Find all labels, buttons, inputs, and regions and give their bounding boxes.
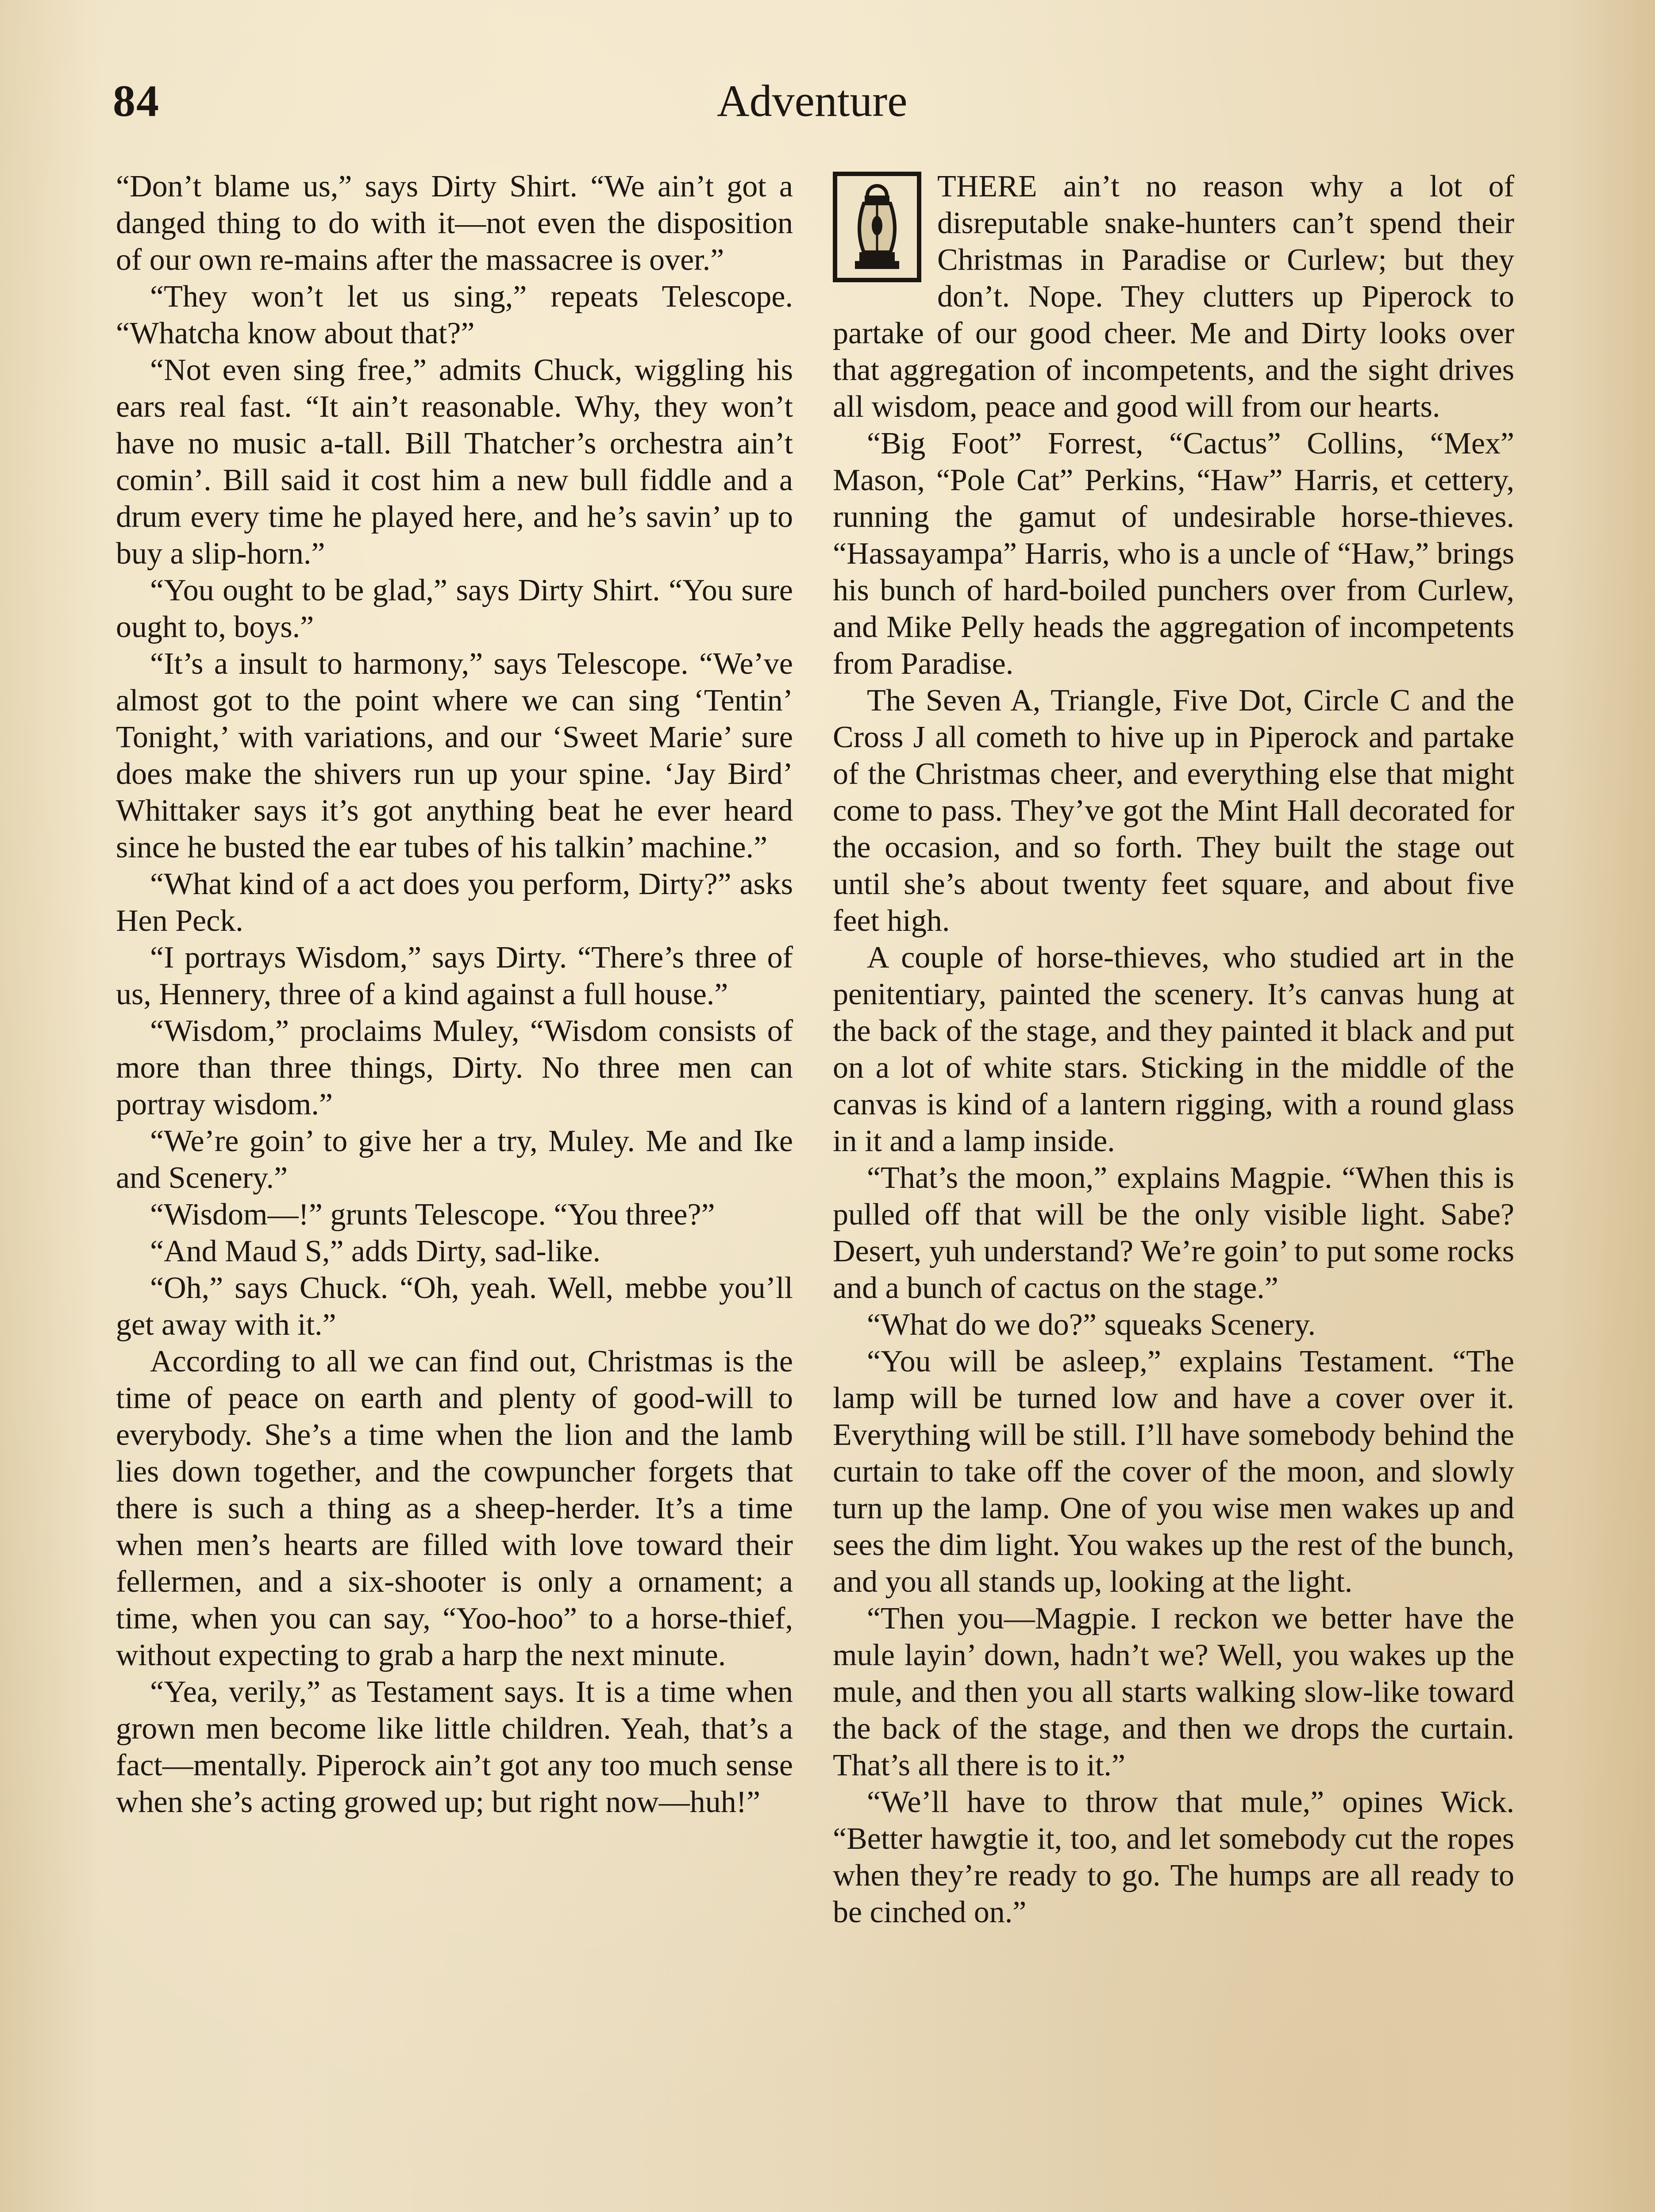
right-column	[833, 168, 1514, 1931]
magazine-title: Adventure	[717, 76, 908, 126]
page-number: 84	[113, 76, 160, 126]
opening-paragraph: THERE ain’t no reason why a lot of disreputable snake-hunters can’t spend their Christmas in Paradise or Curlew; but they don’t. Nope. They clutters up Piperock to partake of our good cheer. Me and Dirty looks over that aggregation of incompetents, and the sight drives all wisdom, peace and good will from our hearts.	[833, 169, 1514, 424]
lantern-icon-graphic	[837, 176, 917, 278]
paragraph: A couple of horse-thieves, who studied art in the penitentiary, painted the scenery. It’s canvas hung at the back of the stage, and they painted it black and put on a lot of white stars. Sticking in the middle of the canvas is kind of a lantern rigging, with a round glass in it and a lamp inside.	[833, 941, 1514, 1158]
paragraph: “We’re goin’ to give her a try, Muley. Me and Ike and Scenery.”	[116, 1124, 793, 1195]
page-header	[0, 75, 1655, 142]
paragraph: “You ought to be glad,” says Dirty Shirt. “You sure ought to, boys.”	[116, 573, 793, 644]
paragraph: “You will be asleep,” explains Testament. “The lamp will be turned low and have a cover over it. Everything will be still. I’ll have somebody behind the curtain to take off the cover of the moon, and slowly turn up the lamp. One of you wise men wakes up and sees the dim light. You wakes up the rest of the bunch, and you all stands up, looking at the light.	[833, 1344, 1514, 1599]
paragraph: “Don’t blame us,” says Dirty Shirt. “We ain’t got a danged thing to do with it—not even the disposition of our own re-mains after the massacree is over.”	[116, 169, 793, 277]
paragraph: “What kind of a act does you perform, Dirty?” asks Hen Peck.	[116, 867, 793, 938]
paragraph: “Wisdom,” proclaims Muley, “Wisdom consists of more than three things, Dirty. No three men can portray wisdom.”	[116, 1014, 793, 1121]
paragraph: “We’ll have to throw that mule,” opines Wick. “Better hawgtie it, too, and let somebody cut the ropes when they’re ready to go. The humps are all ready to be cinched on.”	[833, 1785, 1514, 1929]
paragraph: “Wisdom—!” grunts Telescope. “You three?”	[150, 1198, 715, 1232]
paragraph: “Not even sing free,” admits Chuck, wiggling his ears real fast. “It ain’t reasonable. Why, they won’t have no music a-tall. Bill Thatcher’s orchestra ain’t comin’. Bill said it cost him a new bull fiddle and a drum every time he played here, and he’s savin’ up to buy a slip-horn.”	[116, 353, 793, 571]
paragraph: “Big Foot” Forrest, “Cactus” Collins, “Mex” Mason, “Pole Cat” Perkins, “Haw” Harris, et cettery, running the gamut of undesirable horse-thieves. “Hassayampa” Harris, who is a uncle of “Haw,” brings his bunch of hard-boiled punchers over from Curlew, and Mike Pelly heads the aggregation of incompetents from Paradise.	[833, 426, 1514, 681]
paragraph: “They won’t let us sing,” repeats Telescope. “Whatcha know about that?”	[116, 280, 793, 350]
paragraph: “Oh,” says Chuck. “Oh, yeah. Well, mebbe you’ll get away with it.”	[116, 1271, 793, 1342]
paragraph: “And Maud S,” adds Dirty, sad-like.	[150, 1234, 601, 1268]
paragraph: “It’s a insult to harmony,” says Telescope. “We’ve almost got to the point where we can sing ‘Tentin’ Tonight,’ with variations, and our ‘Sweet Marie’ sure does make the shivers run up your spine. ‘Jay Bird’ Whittaker says it’s got anything beat he ever heard since he busted the ear tubes of his talkin’ machine.”	[116, 647, 793, 864]
paragraph: “I portrays Wisdom,” says Dirty. “There’s three of us, Hennery, three of a kind against a full house.”	[116, 941, 793, 1011]
paragraph: According to all we can find out, Christmas is the time of peace on earth and plenty of good-will to everybody. She’s a time when the lion and the lamb lies down together, and the cowpuncher forgets that there is such a thing as a sheep-herder. It’s a time when men’s hearts are filled with love toward their fellermen, and a six-shooter is only a ornament; a time, when you can say, “Yoo-hoo” to a horse-thief, without expecting to grab a harp the next minute.	[116, 1344, 793, 1672]
paragraph: “Yea, verily,” as Testament says. It is a time when grown men become like little children. Yeah, that’s a fact—mentally. Piperock ain’t got any too much sense when she’s acting growed up; but right now—huh!”	[116, 1675, 793, 1819]
left-column	[116, 168, 793, 1820]
paragraph: “What do we do?” squeaks Scenery.	[867, 1308, 1316, 1342]
lantern-icon	[833, 172, 921, 282]
paragraph: “That’s the moon,” explains Magpie. “When this is pulled off that will be the only visible light. Sabe? Desert, yuh understand? We’re goin’ to put some rocks and a bunch of cactus on the stage.”	[833, 1161, 1514, 1305]
paragraph: “Then you—Magpie. I reckon we better have the mule layin’ down, hadn’t we? Well, you wakes up the mule, and then you all starts walking slow-like toward the back of the stage, and then we drops the curtain. That’s all there is to it.”	[833, 1601, 1514, 1782]
paragraph: The Seven A, Triangle, Five Dot, Circle C and the Cross J all cometh to hive up in Piperock and partake of the Christmas cheer, and everything else that might come to pass. They’ve got the Mint Hall decorated for the occasion, and so forth. They built the stage out until she’s about twenty feet square, and about five feet high.	[833, 684, 1514, 938]
